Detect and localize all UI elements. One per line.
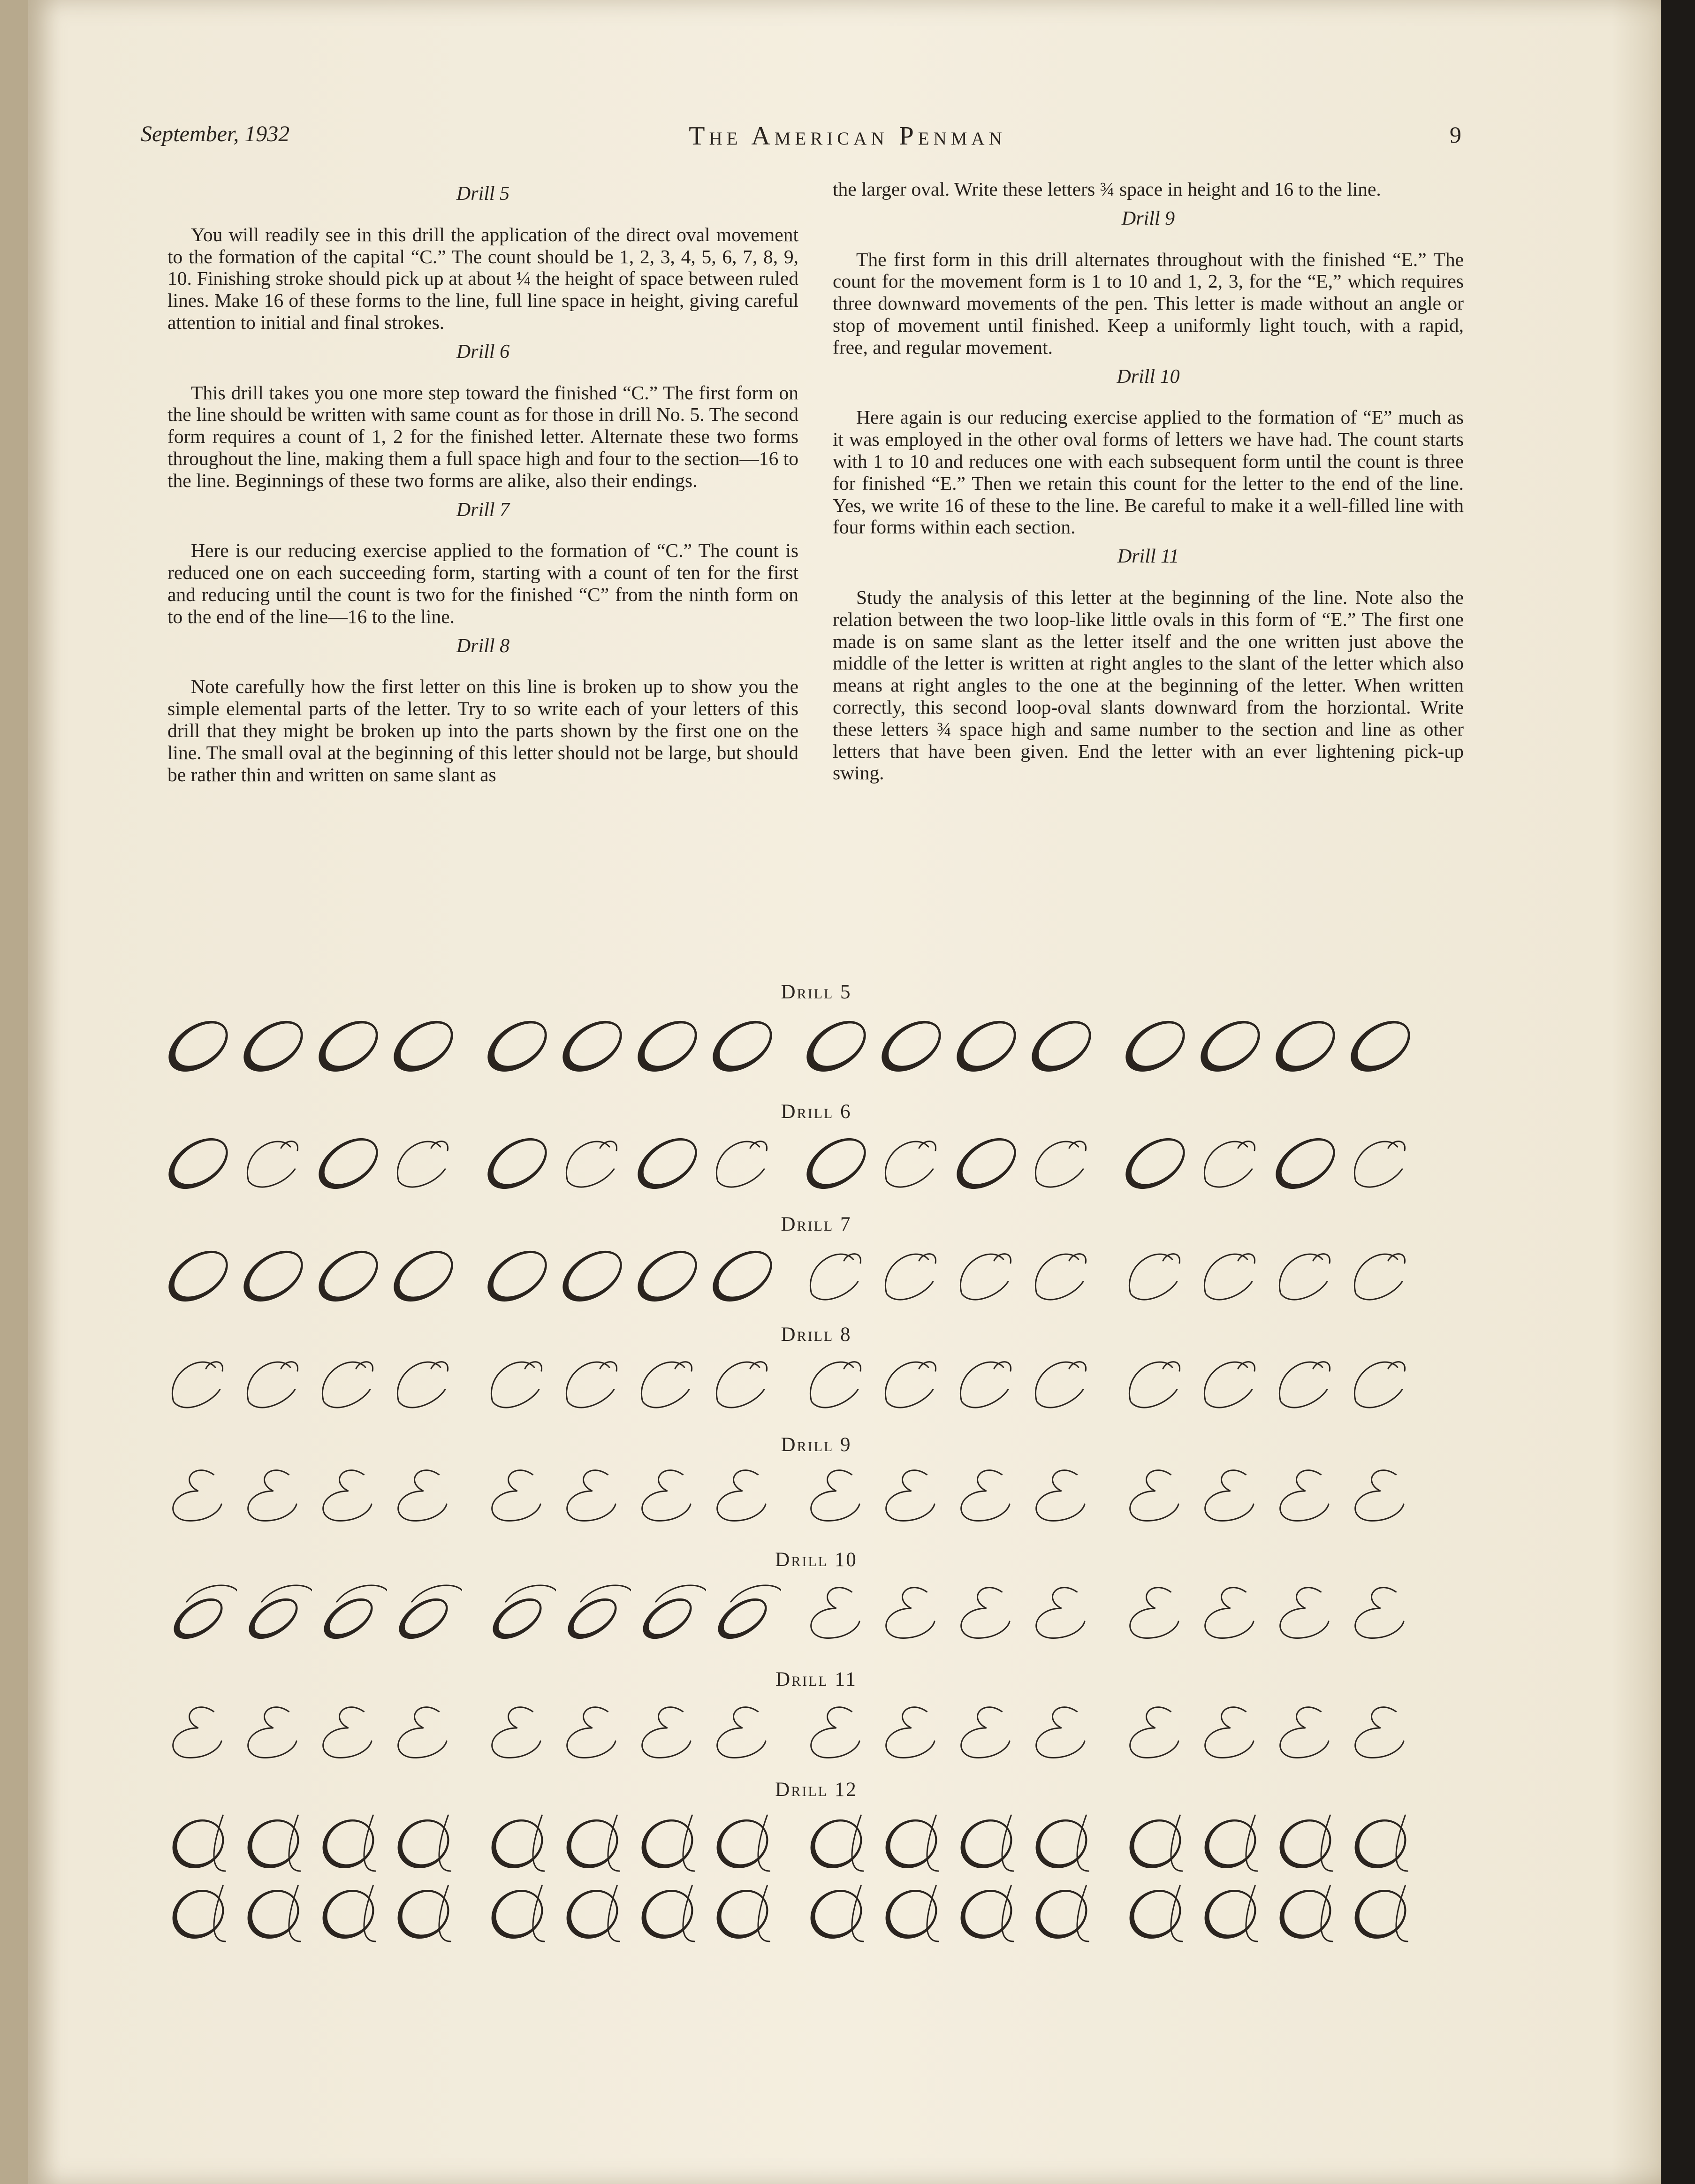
letter-form — [629, 1579, 706, 1647]
drill-label: Drill 10 — [775, 1549, 858, 1571]
drill-label: Drill 11 — [775, 1668, 857, 1690]
letter-form — [310, 1809, 387, 1877]
letter-form — [554, 1349, 631, 1417]
letter-form — [479, 1579, 556, 1647]
letter-form — [1117, 1349, 1194, 1417]
letter-form — [385, 1809, 462, 1877]
letter-form — [948, 1809, 1025, 1877]
letter-form — [798, 1241, 875, 1309]
letter-form — [1342, 1698, 1419, 1766]
letter-form — [160, 1879, 237, 1947]
letter-form — [1342, 1349, 1419, 1417]
letter-form — [479, 1241, 556, 1309]
letter-form — [873, 1579, 950, 1647]
letter-form — [1117, 1698, 1194, 1766]
letter-form — [235, 1579, 312, 1647]
binding-edge — [0, 0, 28, 2184]
letter-form — [1192, 1698, 1269, 1766]
letter-form — [310, 1128, 387, 1196]
letter-form — [1192, 1128, 1269, 1196]
letter-form — [160, 1128, 237, 1196]
letter-form — [235, 1241, 312, 1309]
letter-form — [798, 1349, 875, 1417]
letter-form — [704, 1879, 781, 1947]
letter-form — [235, 1128, 312, 1196]
specimen-row — [160, 1349, 1473, 1415]
drill-5-heading: Drill 5 — [456, 183, 510, 205]
letter-form — [1342, 1579, 1419, 1647]
magazine-title: The American Penman — [689, 122, 1006, 151]
letter-form — [948, 1241, 1025, 1309]
letter-form — [479, 1809, 556, 1877]
letter-form — [798, 1011, 875, 1079]
letter-form — [1192, 1461, 1269, 1530]
drill-label: Drill 12 — [775, 1779, 858, 1801]
letter-form — [704, 1349, 781, 1417]
letter-form — [1117, 1011, 1194, 1079]
letter-form — [1023, 1349, 1100, 1417]
letter-form — [704, 1128, 781, 1196]
letter-form — [1267, 1011, 1344, 1079]
letter-form — [1117, 1879, 1194, 1947]
specimen-row — [160, 1579, 1473, 1644]
letter-form — [1267, 1698, 1344, 1766]
letter-form — [235, 1349, 312, 1417]
letter-form — [385, 1698, 462, 1766]
drill-8-heading: Drill 8 — [456, 635, 510, 657]
letter-form — [1023, 1809, 1100, 1877]
letter-form — [948, 1879, 1025, 1947]
letter-form — [1192, 1579, 1269, 1647]
letter-form — [873, 1809, 950, 1877]
letter-form — [948, 1698, 1025, 1766]
letter-form — [873, 1011, 950, 1079]
letter-form — [160, 1241, 237, 1309]
letter-form — [1342, 1241, 1419, 1309]
drill-9-heading: Drill 9 — [1121, 207, 1175, 229]
letter-form — [1267, 1128, 1344, 1196]
letter-form — [160, 1349, 237, 1417]
letter-form — [948, 1461, 1025, 1530]
letter-form — [1267, 1349, 1344, 1417]
letter-form — [629, 1241, 706, 1309]
letter-form — [948, 1579, 1025, 1647]
letter-form — [385, 1241, 462, 1309]
drill-7-paragraph: Here is our reducing exercise applied to the formation of “C.” The count is reduced one on each succeeding form, starting with a count of ten for the first and reducing until the count is two for the finished “C” from the ninth form on to the end of the line—16 to the line. — [167, 540, 798, 627]
letter-form — [479, 1879, 556, 1947]
drill-10-heading: Drill 10 — [1117, 365, 1180, 388]
letter-form — [385, 1128, 462, 1196]
letter-form — [948, 1128, 1025, 1196]
letter-form — [1342, 1461, 1419, 1530]
letter-form — [629, 1128, 706, 1196]
letter-form — [629, 1461, 706, 1530]
letter-form — [1023, 1128, 1100, 1196]
letter-form — [948, 1349, 1025, 1417]
letter-form — [554, 1579, 631, 1647]
letter-form — [310, 1879, 387, 1947]
letter-form — [1267, 1809, 1344, 1877]
letter-form — [629, 1698, 706, 1766]
drill-label: Drill 8 — [781, 1324, 852, 1346]
letter-form — [160, 1461, 237, 1530]
letter-form — [1342, 1879, 1419, 1947]
scan-background — [1661, 0, 1695, 2184]
letter-form — [629, 1349, 706, 1417]
letter-form — [873, 1349, 950, 1417]
letter-form — [1117, 1579, 1194, 1647]
letter-form — [704, 1011, 781, 1079]
letter-form — [385, 1879, 462, 1947]
drill-6-paragraph: This drill takes you one more step toward the finished “C.” The first form on the line should be written with same count as for those in drill No. 5. The second form requires a count of 1, 2 for the finished letter. Alternate these two forms throughout the line, making them a full space high and four to the section—16 to the line. Beginnings of these two forms are alike, also their endings. — [167, 381, 799, 491]
letter-form — [1267, 1461, 1344, 1530]
letter-form — [554, 1879, 631, 1947]
letter-form — [948, 1011, 1025, 1079]
letter-form — [873, 1879, 950, 1947]
letter-form — [479, 1461, 556, 1530]
letter-form — [873, 1128, 950, 1196]
drill-label: Drill 7 — [781, 1213, 852, 1235]
letter-form — [385, 1579, 462, 1647]
letter-form — [554, 1698, 631, 1766]
letter-form — [1192, 1241, 1269, 1309]
letter-form — [873, 1461, 950, 1530]
letter-form — [1023, 1698, 1100, 1766]
letter-form — [1267, 1241, 1344, 1309]
letter-form — [1023, 1241, 1100, 1309]
letter-form — [160, 1809, 237, 1877]
letter-form — [310, 1241, 387, 1309]
letter-form — [235, 1461, 312, 1530]
drill-11-paragraph: Study the analysis of this letter at the beginning of the line. Note also the relation between the two loop-like little ovals in this form of “E.” The first one made is on same slant as the letter itself and the one written just above the middle of the letter is written at right angles to the slant of the letter which also means at right angles to the one at the beginning of the letter. When written correctly, this second loop-oval slants downward from the horziontal. Write these letters ¾ space high and same number to the section and line as other letters that have been given. End the letter with an ever lightening pick-up swing. — [833, 586, 1464, 784]
letter-form — [1267, 1579, 1344, 1647]
letter-form — [798, 1879, 875, 1947]
letter-form — [310, 1011, 387, 1079]
letter-form — [1342, 1128, 1419, 1196]
drill-10-paragraph: Here again is our reducing exercise applied to the formation of “E” much as it was employed in the other oval forms of letters we have had. The count starts with 1 to 10 and reduces one with each subsequent form until the count is three for finished “E.” Then we retain this count for the letter to the end of the line. Yes, we write 16 of these to the line. Be careful to make it a well-filled line with four forms within each section. — [833, 406, 1464, 538]
specimen-row — [160, 1461, 1473, 1527]
letter-form — [1023, 1461, 1100, 1530]
letter-form — [160, 1011, 237, 1079]
drill-9-paragraph: The first form in this drill alternates throughout with the finished “E.” The count for the movement form is 1 to 10 and 1, 2, 3, for the “E,” which requires three downward movements of the pen. This letter is made without an angle or stop of movement until finished. Keep a uniformly light touch, with a rapid, free, and regular movement. — [833, 248, 1464, 358]
letter-form — [1117, 1461, 1194, 1530]
letter-form — [1192, 1809, 1269, 1877]
drill-8-continued: the larger oval. Write these letters ¾ space in height and 16 to the line. — [833, 178, 1381, 200]
page-number: 9 — [1450, 122, 1461, 148]
letter-form — [1267, 1879, 1344, 1947]
letter-form — [310, 1579, 387, 1647]
letter-form — [1117, 1128, 1194, 1196]
letter-form — [1117, 1809, 1194, 1877]
specimen-row — [160, 1809, 1473, 1874]
letter-form — [235, 1011, 312, 1079]
right-text-column — [833, 178, 1464, 791]
drill-label: Drill 5 — [781, 981, 852, 1003]
letter-form — [798, 1461, 875, 1530]
letter-form — [235, 1698, 312, 1766]
letter-form — [1117, 1241, 1194, 1309]
drill-label: Drill 9 — [781, 1434, 852, 1456]
specimen-row — [160, 1879, 1473, 1945]
letter-form — [160, 1579, 237, 1647]
letter-form — [160, 1698, 237, 1766]
drill-7-heading: Drill 7 — [456, 499, 510, 521]
letter-form — [235, 1809, 312, 1877]
letter-form — [310, 1698, 387, 1766]
letter-form — [1023, 1011, 1100, 1079]
specimen-row — [160, 1241, 1473, 1307]
specimen-row — [160, 1011, 1473, 1077]
specimen-row — [160, 1128, 1473, 1194]
letter-form — [704, 1698, 781, 1766]
letter-form — [554, 1241, 631, 1309]
letter-form — [554, 1461, 631, 1530]
letter-form — [873, 1241, 950, 1309]
letter-form — [798, 1128, 875, 1196]
letter-form — [704, 1579, 781, 1647]
specimen-row — [160, 1698, 1473, 1764]
letter-form — [385, 1349, 462, 1417]
letter-form — [554, 1809, 631, 1877]
left-text-column — [167, 178, 798, 793]
drill-label: Drill 6 — [781, 1101, 852, 1123]
drill-5-paragraph: You will readily see in this drill the application of the direct oval movement to the formation of the capital “C.” The count should be 1, 2, 3, 4, 5, 6, 7, 8, 9, 10. Finishing stroke should pick up at about ¼ the height of space between ruled lines. Make 16 of these forms to the line, full line space in height, giving careful attention to initial and final strokes. — [167, 223, 798, 333]
letter-form — [310, 1349, 387, 1417]
letter-form — [798, 1809, 875, 1877]
letter-form — [704, 1809, 781, 1877]
letter-form — [479, 1698, 556, 1766]
letter-form — [1192, 1879, 1269, 1947]
issue-date: September, 1932 — [141, 122, 290, 146]
letter-form — [235, 1879, 312, 1947]
penmanship-specimen-plate — [160, 974, 1473, 1940]
letter-form — [1342, 1809, 1419, 1877]
letter-form — [385, 1461, 462, 1530]
letter-form — [310, 1461, 387, 1530]
drill-11-heading: Drill 11 — [1117, 546, 1179, 568]
letter-form — [798, 1579, 875, 1647]
letter-form — [479, 1011, 556, 1079]
letter-form — [1342, 1011, 1419, 1079]
letter-form — [385, 1011, 462, 1079]
letter-form — [1192, 1011, 1269, 1079]
letter-form — [798, 1698, 875, 1766]
letter-form — [629, 1011, 706, 1079]
letter-form — [873, 1698, 950, 1766]
letter-form — [704, 1241, 781, 1309]
letter-form — [704, 1461, 781, 1530]
drill-8-paragraph: Note carefully how the first letter on this line is broken up to show you the simple elemental parts of the letter. Try to so write each of your letters of this drill that they might be broken up into the parts shown by the first one on the line. The small oval at the beginning of this letter should not be large, but should be rather thin and written on same slant as — [167, 676, 798, 785]
letter-form — [629, 1879, 706, 1947]
letter-form — [629, 1809, 706, 1877]
letter-form — [554, 1128, 631, 1196]
letter-form — [1023, 1879, 1100, 1947]
letter-form — [554, 1011, 631, 1079]
letter-form — [479, 1128, 556, 1196]
letter-form — [1023, 1579, 1100, 1647]
drill-6-heading: Drill 6 — [456, 341, 510, 363]
letter-form — [479, 1349, 556, 1417]
letter-form — [1192, 1349, 1269, 1417]
